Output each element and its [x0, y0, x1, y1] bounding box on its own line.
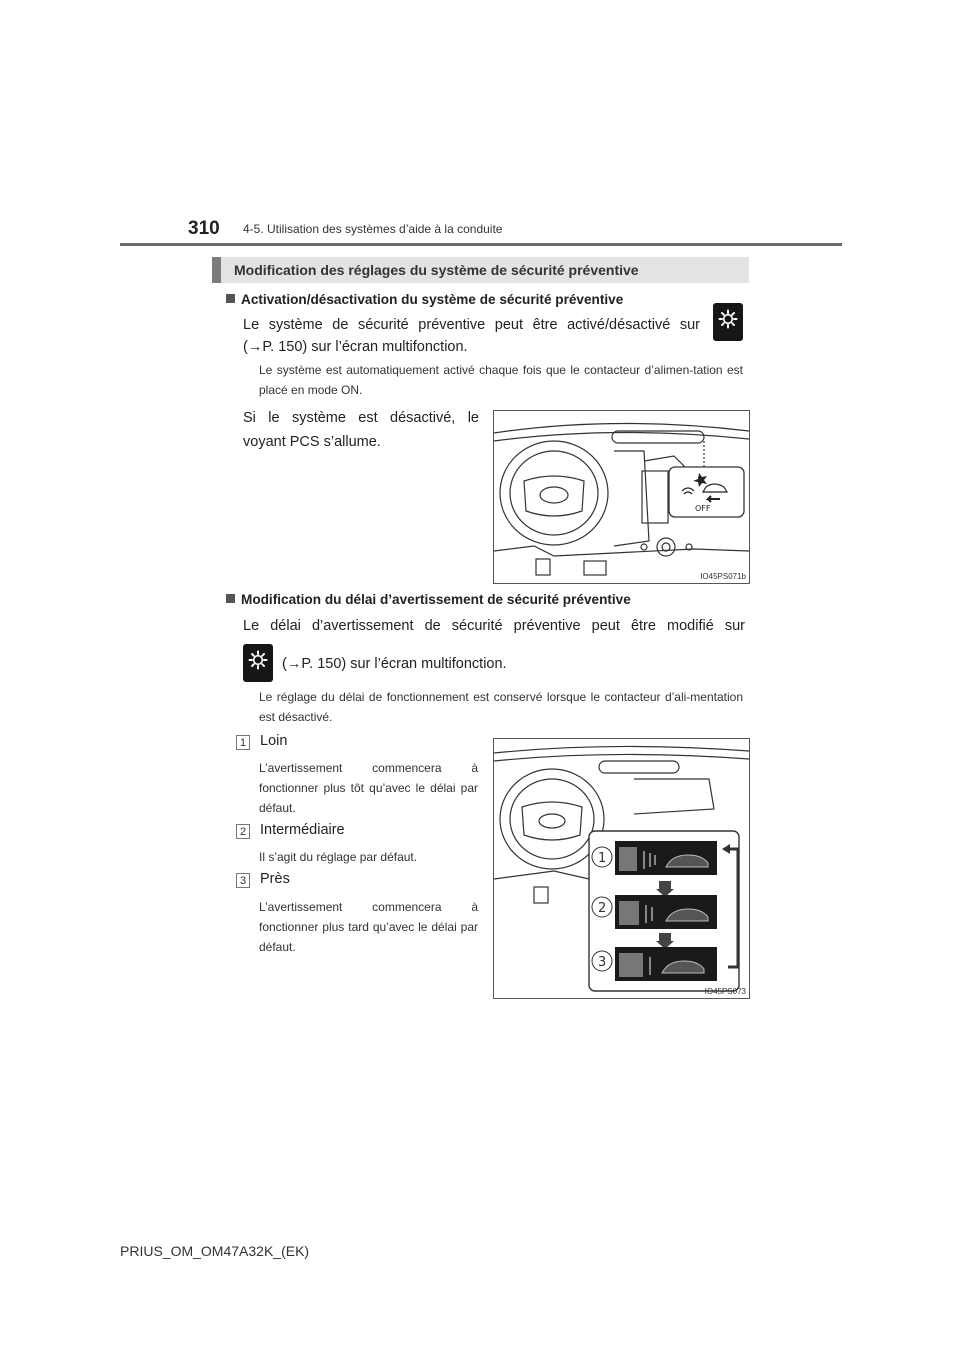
section-title: Modification des réglages du système de sécurité préventive — [234, 262, 639, 278]
activation-note: Le système est automatiquement activé chaque fois que le contacteur d’alimen-tation est placé en mode ON. — [259, 363, 743, 397]
item-title-intermediaire: Intermédiaire — [260, 822, 345, 838]
warning-delay-illustration — [494, 739, 749, 998]
item-desc-pres: L’avertissement commencera à fonctionner plus tard qu’avec le délai par défaut. — [259, 900, 478, 954]
gear-icon — [718, 309, 738, 329]
dashboard-illustration — [494, 411, 749, 583]
item-title-loin: Loin — [260, 733, 288, 749]
stage-number-1: 1 — [598, 851, 607, 866]
figure-pcs-indicator — [493, 410, 750, 584]
heading-activation-text: Activation/désactivation du système de sécurité préventive — [241, 292, 624, 307]
heading-warning-delay — [226, 592, 631, 607]
section-title-bar — [212, 257, 749, 283]
item-number-1: 1 — [236, 735, 250, 750]
heading-warning-delay-text: Modification du délai d’avertissement de sécurité préventive — [241, 592, 631, 607]
pcs-off-text: Si le système est désactivé, le voyant PCS s’allume. — [243, 410, 479, 450]
gear-icon — [248, 650, 268, 670]
delay-line-1: Le délai d’avertissement de sécurité préventive peut être modifié sur — [243, 618, 745, 634]
square-bullet-icon — [226, 594, 235, 603]
stage-number-2: 2 — [598, 901, 607, 916]
stage-number-3: 3 — [598, 955, 607, 970]
chapter-title: 4-5. Utilisation des systèmes d’aide à la conduite — [243, 222, 503, 236]
page-number: 310 — [188, 218, 220, 239]
activation-line-2: (→P. 150) sur l’écran multifonction. — [243, 339, 468, 355]
item-number-2: 2 — [236, 824, 250, 839]
figure-code: IO45PS073 — [704, 987, 746, 996]
item-number-3: 3 — [236, 873, 250, 888]
figure-code: IO45PS071b — [700, 572, 746, 581]
delay-line-2: (→P. 150) sur l’écran multifonction. — [282, 656, 507, 672]
off-label: OFF — [695, 504, 711, 513]
document-id: PRIUS_OM_OM47A32K_(EK) — [120, 1243, 310, 1259]
heading-activation — [226, 292, 623, 307]
activation-line-1: Le système de sécurité préventive peut être activé/désactivé sur — [243, 317, 700, 333]
delay-note: Le réglage du délai de fonctionnement est conservé lorsque le contacteur d’ali-mentation est désactivé. — [259, 690, 743, 724]
settings-gear-icon — [713, 303, 743, 341]
figure-warning-delay — [493, 738, 750, 999]
item-desc-loin: L’avertissement commencera à fonctionner plus tôt qu’avec le délai par défaut. — [259, 761, 478, 815]
settings-gear-icon — [243, 644, 273, 682]
square-bullet-icon — [226, 294, 235, 303]
item-desc-intermediaire: Il s’agit du réglage par défaut. — [259, 850, 418, 864]
header-rule — [120, 243, 842, 246]
item-title-pres: Près — [260, 871, 290, 887]
